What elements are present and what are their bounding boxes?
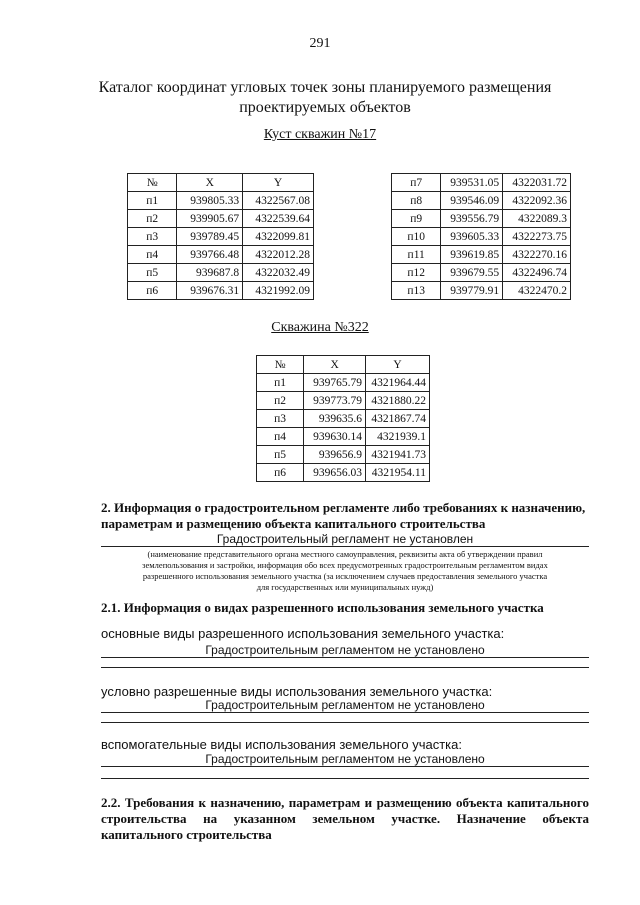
table-row: [128, 282, 314, 300]
auxiliary-uses-value: Градостроительным регламентом не установлено: [101, 752, 589, 767]
cluster-heading: Куст скважин №17: [263, 127, 377, 142]
x-value: 939766.48: [177, 246, 243, 264]
y-value: 4322567.08: [243, 192, 314, 210]
conditional-uses-label: условно разрешенные виды использования земельного участка:: [101, 684, 493, 699]
table-row: [392, 264, 571, 282]
main-uses-label: основные виды разрешенного использования земельного участка:: [101, 626, 505, 641]
blank-line: [101, 667, 589, 668]
table-row: [128, 246, 314, 264]
table-row: [257, 446, 430, 464]
table-row: [128, 264, 314, 282]
y-value: 4322099.81: [243, 228, 314, 246]
section-21-heading: 2.1. Информация о видах разрешенного использования земельного участка: [101, 600, 544, 615]
x-value: 939679.55: [441, 264, 503, 282]
point-label: п6: [257, 464, 304, 482]
x-value: 939619.85: [441, 246, 503, 264]
point-label: п7: [392, 174, 441, 192]
cluster-table-right: [391, 173, 571, 300]
table-header-row: [257, 356, 430, 374]
well-heading: Скважина №322: [271, 320, 369, 335]
title-line-2: проектируемых объектов: [239, 99, 411, 116]
point-label: п9: [392, 210, 441, 228]
table-row: [257, 392, 430, 410]
x-value: 939687.8: [177, 264, 243, 282]
y-value: 4322012.28: [243, 246, 314, 264]
table-row: [392, 174, 571, 192]
table-row: [392, 246, 571, 264]
section-22-heading: [101, 795, 589, 843]
y-value: 4322089.3: [503, 210, 571, 228]
point-label: п6: [128, 282, 177, 300]
point-label: п5: [257, 446, 304, 464]
conditional-uses-value: Градостроительным регламентом не установлено: [101, 698, 589, 713]
col-header-x: X: [177, 174, 243, 192]
x-value: 939656.9: [304, 446, 366, 464]
table-header-row: [128, 174, 314, 192]
point-label: п8: [392, 192, 441, 210]
section-2-note: [101, 549, 589, 593]
y-value: 4322031.72: [503, 174, 571, 192]
y-value: 4321939.1: [366, 428, 430, 446]
x-value: 939779.91: [441, 282, 503, 300]
note-line-2: землепользования и застройки, информация обо всех предусмотренных градостроительным регламентом видах: [142, 560, 548, 570]
blank-line: [101, 722, 589, 723]
col-header-y: Y: [243, 174, 314, 192]
y-value: 4322032.49: [243, 264, 314, 282]
y-value: 4322273.75: [503, 228, 571, 246]
table-row: [128, 210, 314, 228]
point-label: п12: [392, 264, 441, 282]
well-table: [256, 355, 430, 482]
y-value: 4322496.74: [503, 264, 571, 282]
point-label: п10: [392, 228, 441, 246]
cluster-table-left: [127, 173, 314, 300]
y-value: 4322270.16: [503, 246, 571, 264]
x-value: 939905.67: [177, 210, 243, 228]
table-row: [392, 210, 571, 228]
y-value: 4321941.73: [366, 446, 430, 464]
section-2-heading: [101, 500, 591, 532]
catalog-title: [60, 78, 590, 118]
point-label: п2: [257, 392, 304, 410]
point-label: п1: [128, 192, 177, 210]
point-label: п4: [257, 428, 304, 446]
y-value: 4321954.11: [366, 464, 430, 482]
note-line-4: для государственных или муниципальных нужд): [256, 582, 434, 592]
point-label: п4: [128, 246, 177, 264]
y-value: 4321992.09: [243, 282, 314, 300]
section-2-value: Градостроительный регламент не установлен: [101, 532, 589, 547]
table-row: [257, 410, 430, 428]
y-value: 4322539.64: [243, 210, 314, 228]
y-value: 4321880.22: [366, 392, 430, 410]
col-header-number: №: [257, 356, 304, 374]
table-row: [392, 282, 571, 300]
y-value: 4322470.2: [503, 282, 571, 300]
col-header-y: Y: [366, 356, 430, 374]
y-value: 4321964.44: [366, 374, 430, 392]
x-value: 939765.79: [304, 374, 366, 392]
table-row: [257, 428, 430, 446]
x-value: 939773.79: [304, 392, 366, 410]
note-line-1: (наименование представительного органа местного самоуправления, реквизиты акта об утверждении правил: [147, 549, 543, 559]
x-value: 939805.33: [177, 192, 243, 210]
x-value: 939656.03: [304, 464, 366, 482]
x-value: 939546.09: [441, 192, 503, 210]
col-header-number: №: [128, 174, 177, 192]
section-22-heading-line-2: строительства на указанном земельном участке. Назначение объекта: [101, 811, 589, 826]
point-label: п3: [257, 410, 304, 428]
y-value: 4322092.36: [503, 192, 571, 210]
auxiliary-uses-label: вспомогательные виды использования земельного участка:: [101, 737, 462, 752]
x-value: 939531.05: [441, 174, 503, 192]
title-line-1: Каталог координат угловых точек зоны планируемого размещения: [98, 79, 552, 96]
section-2-heading-line-1: 2. Информация о градостроительном регламенте либо требованиях к назначению,: [101, 500, 586, 515]
table-row: [392, 192, 571, 210]
point-label: п11: [392, 246, 441, 264]
table-row: [128, 192, 314, 210]
x-value: 939676.31: [177, 282, 243, 300]
section-2-heading-line-2: параметрам и размещению объекта капитального строительства: [101, 516, 486, 531]
point-label: п13: [392, 282, 441, 300]
blank-line: [101, 778, 589, 779]
x-value: 939789.45: [177, 228, 243, 246]
x-value: 939635.6: [304, 410, 366, 428]
x-value: 939605.33: [441, 228, 503, 246]
point-label: п1: [257, 374, 304, 392]
table-row: [257, 374, 430, 392]
section-22-heading-line-1: 2.2. Требования к назначению, параметрам и размещению объекта капитального: [101, 795, 589, 810]
x-value: 939556.79: [441, 210, 503, 228]
table-row: [392, 228, 571, 246]
section-22-heading-line-3: капитального строительства: [101, 827, 272, 842]
y-value: 4321867.74: [366, 410, 430, 428]
point-label: п3: [128, 228, 177, 246]
page-number: 291: [309, 36, 331, 51]
point-label: п5: [128, 264, 177, 282]
col-header-x: X: [304, 356, 366, 374]
table-row: [128, 228, 314, 246]
main-uses-value: Градостроительным регламентом не установлено: [101, 643, 589, 658]
note-line-3: разрешенного использования земельного участка (за исключением случаев предоставления земельного участка: [142, 571, 548, 581]
x-value: 939630.14: [304, 428, 366, 446]
table-row: [257, 464, 430, 482]
point-label: п2: [128, 210, 177, 228]
